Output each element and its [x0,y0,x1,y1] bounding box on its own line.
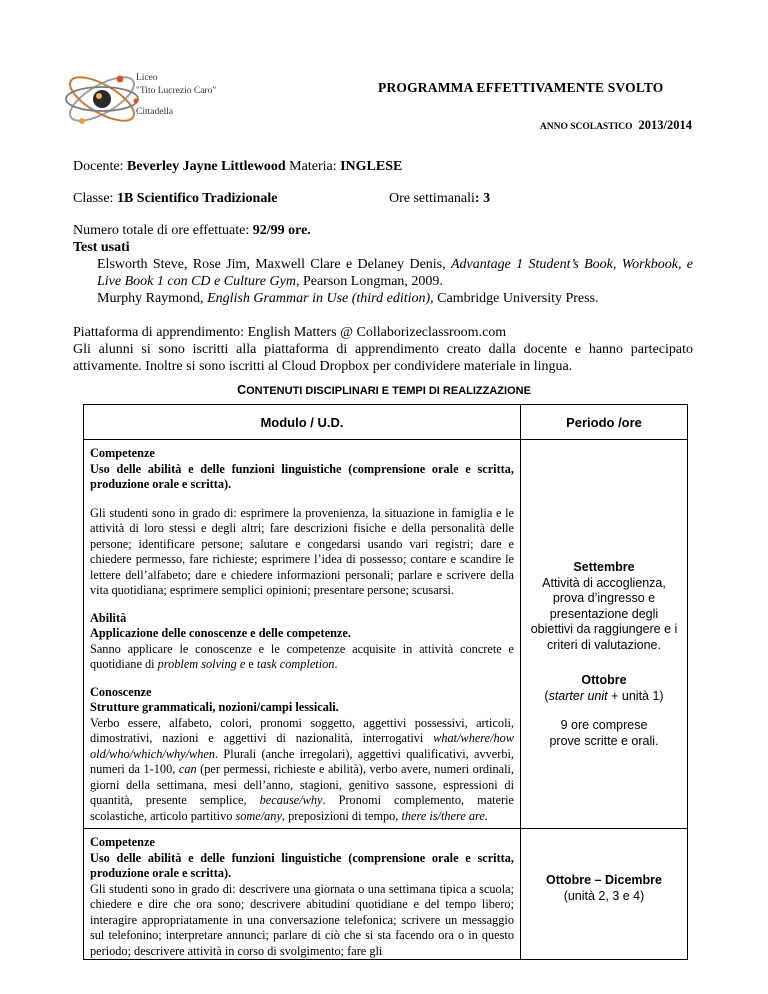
piattaforma-line: Piattaforma di apprendimento: English Matters @ Collaborizeclassroom.com [73,325,507,340]
section-heading-initial: C [237,383,247,397]
ore-label: Ore settimanali [389,191,475,206]
periodo-settembre: Settembre [573,560,635,574]
abilita-title: Abilità [90,610,127,625]
col-header-modulo: Modulo / U.D. [84,405,521,440]
docente-label: Docente: [73,159,124,174]
section-heading [0,383,768,397]
periodo-ottobre-dicembre-text: (unità 2, 3 e 4) [563,888,645,903]
periodo-cell [521,440,688,829]
logo-line-city: Cittadella [136,107,173,117]
periodo-settembre-text: Attività di accoglienza, prova d’ingresso e presentazione degli obiettivi da raggiungere e i criteri di valutazione. [530,575,678,652]
periodo-ottobre: Ottobre [581,673,627,687]
periodo-ottobre-text [521,689,687,705]
conoscenze-text [90,716,514,825]
classe-line [73,190,277,207]
competenze-subtitle: Uso delle abilità e delle funzioni linguistiche (comprensione orale e scritta, produzione orale e scritta). [90,461,514,491]
cono-a: Verbo essere, alfabeto, colori, pronomi soggetto, aggettivi possessivi, articoli, dimostrativi, nazioni e aggettivi di nazionalità, interrogativi [90,715,514,745]
cono-h: some/any [235,808,282,823]
cono-g: . Pronomi complemento, materie scolastiche, articolo partitivo [90,793,514,823]
abilita-text [90,642,514,673]
totale-label: Numero totale di ore effettuate: [73,223,250,238]
competenze-title: Competenze [90,835,155,849]
docente-line [73,158,402,175]
conoscenze-block [90,685,514,825]
ore-value: : 3 [474,191,491,206]
text2-publisher: , Cambridge University Press. [430,291,599,306]
text2-author: Murphy Raymond, [97,291,208,306]
abilita-text-c: e [245,657,257,671]
cono-j: there is/there are [401,808,485,823]
atom-logo-icon [62,55,242,145]
conoscenze-subtitle: Strutture grammaticali, nozioni/campi lessicali. [90,700,339,714]
cono-k: . [484,808,488,823]
abilita-text-d: task completion [256,657,335,671]
materia-label: Materia: [289,159,337,174]
logo-line-name: "Tito Lucrezio Caro" [136,86,217,96]
text2-title: English Grammar in Use (third edition) [207,291,431,306]
school-logo [62,55,242,145]
competenze-title: Competenze [90,446,155,460]
competenze-subtitle: Uso delle abilità e delle funzioni linguistiche (comprensione orale e scritta, produzione orale e scritta). [90,850,514,880]
cono-d: can [178,762,197,776]
table-row [84,440,688,829]
text-reference-1 [97,256,693,290]
totale-line [73,222,311,239]
ore-line [389,190,490,207]
text-reference-2 [97,290,693,307]
materia-value: INGLESE [340,159,403,174]
abilita-text-b: problem solving e [157,657,246,671]
classe-label: Classe: [73,191,114,206]
conoscenze-title: Conoscenze [90,684,152,699]
logo-line-liceo: Liceo [136,73,158,83]
abilita-text-e: . [334,657,338,671]
modulo-cell [84,440,521,829]
section-heading-rest: ONTENUTI DISCIPLINARI E TEMPI DI REALIZZAZIONE [246,385,531,397]
per2-b: starter unit [548,688,608,703]
totale-value: 92/99 ore. [252,223,311,238]
cono-b: what/where/how old/who/which/why/when [90,731,514,761]
cono-c: . Plurali (anche irregolari), aggettivi qualificativi, avverbi, numeri da 1-100, [90,746,514,776]
periodo-cell [521,829,688,960]
text1-title: Advantage 1 Student’s Book, Workbook, e Live Book 1 con CD e Culture Gym [97,257,693,289]
competenze-text: Gli studenti sono in grado di: esprimere la provenienza, la situazione in famiglia e le attività di loro stessi e degli altri; fare descrizioni fisiche e della personalità delle persone; identificare persone; salutare e congedarsi usando vari registri; dare e chiedere permesso, fare richieste; esprimere l’idea di possesso; contare e scandire le lettere dell’alfabeto; dare e chiedere informazioni personali; parlare e scrivere della vita quotidiana; esprimere semplici opinioni; presentare persone; scusarsi. [90,505,514,597]
text1-publisher: , Pearson Longman, 2009. [295,274,443,289]
abilita-subtitle: Applicazione delle conoscenze e delle competenze. [90,626,351,640]
classe-value: 1B Scientifico Tradizionale [116,191,278,206]
modulo-cell [84,829,521,960]
cono-f: because/why [259,793,323,807]
text1-authors: Elsworth Steve, Rose Jim, Maxwell Clare e Delaney Denis, [97,257,451,272]
competenze-block [90,446,514,599]
docente-value: Beverley Jayne Littlewood [127,159,286,174]
cono-i: , preposizioni di tempo, [281,808,402,823]
testi-heading: Test usati [73,240,130,255]
school-year-label: ANNO SCOLASTICO [539,122,633,132]
table-row [84,829,688,960]
school-year-value: 2013/2014 [638,118,692,132]
abilita-block [90,611,514,673]
alunni-paragraph: Gli alunni si sono iscritti alla piattaforma di apprendimento creato dalla docente e hanno partecipato attivamente. Inoltre si sono iscritti al Cloud Dropbox per condividere materiale in lingua. [73,342,693,374]
per2-c: + unità 1) [607,688,664,703]
periodo-ottobre-dicembre: Ottobre – Dicembre [545,873,662,887]
cono-e: (per permessi, richieste e abilità), verbo avere, numeri ordinali, giorni della settimana, mesi dell’anno, stagioni, genitivo sassone, espressioni di quantità, presente semplice, [90,762,514,807]
document-title: PROGRAMMA EFFETTIVAMENTE SVOLTO [378,80,664,95]
col-header-periodo: Periodo /ore [521,405,688,440]
per2-a: ( [544,688,549,703]
table-header-row [84,405,688,440]
competenze-text: Gli studenti sono in grado di: descrivere una giornata o una settimana tipica a scuola; chiedere e dire che ora sono; descrivere abitudini quotidiane e del tempo libero; interagire appropriatamente in una conversazione telefonica; scrivere un messaggio sul telefonino; interpretare annunci; parlare di ciò che si sta facendo ora o in questo periodo; descrivere attività in corso di svolgimento; fare gli [90,881,514,958]
school-year [540,118,692,133]
content-table [83,404,688,960]
abilita-text-a: Sanno applicare le conoscenze e le competenze acquisite in attività concrete e quotidiane di [90,641,514,671]
periodo-ore-text: 9 ore comprese prove scritte e orali. [549,718,659,748]
